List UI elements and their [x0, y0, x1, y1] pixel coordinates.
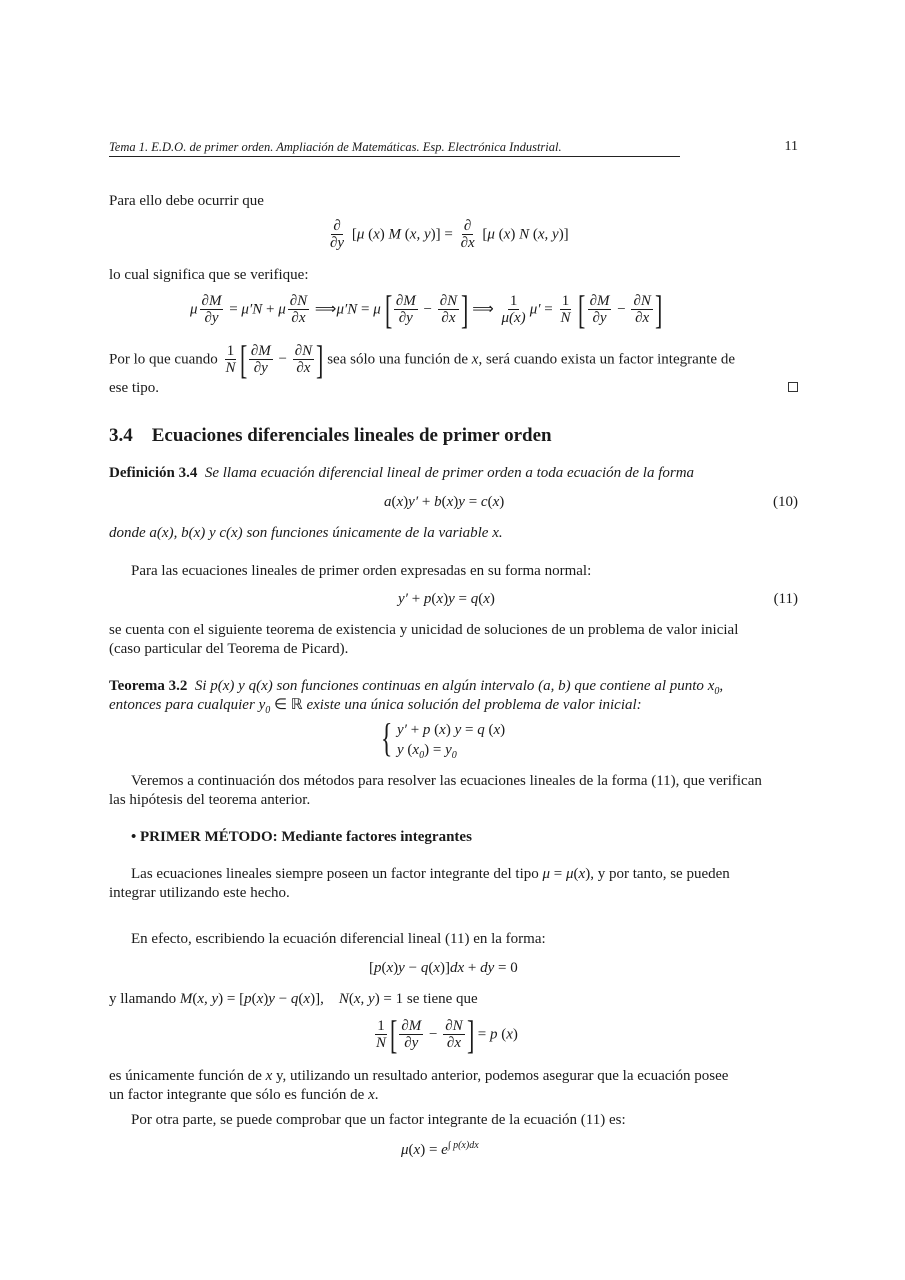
section-number: 3.4 [109, 425, 133, 446]
theorem-text-b: y [238, 678, 245, 694]
calling-text-start: y llamando [109, 991, 177, 1007]
equation-differential-form: [p(x)y − q(x)]dx + dy = 0 [369, 960, 518, 976]
theorem-line2-start: entonces para cualquier [109, 697, 255, 713]
paragraph-conclusion-line2: ese tipo. [109, 380, 159, 396]
paragraph-only-x-line2: un factor integrante que sólo es función de x. [109, 1087, 379, 1103]
paragraph-existence-line2: (caso particular del Teorema de Picard). [109, 641, 349, 657]
linear-factor-text-start: Las ecuaciones lineales siempre poseen un factor integrante del tipo [131, 866, 539, 882]
equation-mu-exponential: $\mu(x) = e^{\int p(x)dx}$ [401, 1140, 479, 1158]
paragraph-only-x-line1: es únicamente función de x y, utilizando un resultado anterior, podemos asegurar que la ecuación posee [109, 1068, 729, 1084]
paragraph-methods-line2: las hipótesis del teorema anterior. [109, 792, 311, 808]
paragraph-linear-factor-line1: Las ecuaciones lineales siempre poseen un factor integrante del tipo μ = μ(x), y por tanto, se pueden [131, 866, 730, 882]
method-heading [131, 828, 472, 847]
linear-factor-text-end: , y por tanto, se pueden [590, 866, 730, 882]
qed-square-icon [788, 382, 798, 392]
equation-11: y′ + p(x)y = q(x) [398, 591, 495, 607]
equation-exactness-condition: $\frac{\partial}{\partial y}$ [μ (x) M (x, y)] = $\frac{\partial}{\partial x}$ [μ (x) N (x, y)] [330, 218, 569, 251]
only-x-line2-text: un factor integrante que sólo es función de [109, 1087, 365, 1103]
section-heading [109, 425, 552, 447]
theorem-line2-end: existe una única solución del problema de valor inicial: [306, 697, 642, 713]
bullet-icon: • [131, 829, 137, 845]
calling-text-end: se tiene que [406, 991, 478, 1007]
paragraph-meaning: lo cual significa que se verifique: [109, 267, 309, 283]
conclusion-text-start: Por lo que cuando [109, 351, 218, 368]
paragraph-normal-form: Para las ecuaciones lineales de primer orden expresadas en su forma normal: [131, 563, 592, 579]
theorem-label: Teorema 3.2 [109, 678, 188, 694]
definition-continuation: donde a(x), b(x) y c(x) son funciones únicamente de la variable x. [109, 525, 503, 541]
paragraph-existence-line1: se cuenta con el siguiente teorema de existencia y unicidad de soluciones de un problema de valor inicial [109, 622, 739, 638]
conclusion-text-mid: sea sólo una función de [327, 351, 469, 368]
equation-10-tag: (10) [773, 494, 798, 510]
equation-10: a(x)y′ + b(x)y = c(x) [384, 494, 505, 510]
theorem-text-a: Si [194, 678, 207, 694]
paragraph-intro: Para ello debe ocurrir que [109, 193, 264, 209]
paragraph-calling: y llamando M(x, y) = [p(x)y − q(x)], N(x, y) = 1 se tiene que [109, 991, 478, 1007]
header-rule [109, 156, 680, 157]
theorem-text-d: que contiene al punto [574, 678, 704, 694]
only-x-text-start: es únicamente función de [109, 1068, 262, 1084]
paragraph-conclusion: Por lo que cuando $\frac{1}{N}$ [ $\frac{\partial M}{\partial y}$ − $\frac{\partial N}{\partial x}$ ] sea sólo una función de x, será cuando exista un factor integrante de [109, 337, 735, 382]
definition-continuation-start: donde [109, 525, 146, 541]
section-title: Ecuaciones diferenciales lineales de primer orden [151, 425, 552, 446]
conclusion-text-end: , será cuando exista un factor integrante de [478, 351, 735, 368]
paragraph-methods-line1: Veremos a continuación dos métodos para resolver las ecuaciones lineales de la forma (11), que verifican [131, 773, 762, 789]
page-number: 11 [784, 139, 798, 154]
theorem-3-2-line2: entonces para cualquier $y_0$ ∈ ℝ existe una única solución del problema de valor inicial: [109, 697, 642, 716]
theorem-3-2-line1: Teorema 3.2 Si p(x) y q(x) son funciones continuas en algún intervalo (a, b) que contiene al punto $x_0$, [109, 678, 724, 697]
definition-3-4 [109, 464, 694, 483]
equation-p-of-x: $\frac{1}{N}$ [ $\frac{\partial M}{\partial y}$ − $\frac{\partial N}{\partial x}$ ] = p (x) [376, 1012, 518, 1057]
paragraph-in-effect: En efecto, escribiendo la ecuación diferencial lineal (11) en la forma: [131, 931, 546, 947]
equation-11-tag: (11) [773, 591, 798, 607]
definition-continuation-end: son funciones únicamente de la variable [246, 525, 489, 541]
equation-integrating-factor-derivation: μ $\frac{\partial M}{\partial y}$ = μ′N + μ $\frac{\partial N}{\partial x}$ ⟹μ′N = μ [ $\frac{\partial M}{\partial y}$ − $\frac{\partial N}{\partial x}$ ] ⟹ $\frac{1}{\mu(x)}$ μ′ = $\frac{1}{N}$ [ $\frac{\partial M}{\partial y}$ − $\frac{\partial N}{\partial x}$ ] [190, 287, 663, 332]
equation-initial-value-problem: { y′ + p (x) y = q (x) y $(x_0) = y_0$ [380, 715, 506, 761]
definition-text: Se llama ecuación diferencial lineal de primer orden a toda ecuación de la forma [204, 465, 695, 481]
method-title: PRIMER MÉTODO: Mediante factores integrantes [140, 829, 472, 845]
definition-label: Definición 3.4 [109, 465, 198, 481]
only-x-text-end: y, utilizando un resultado anterior, podemos asegurar que la ecuación posee [276, 1068, 729, 1084]
running-header: Tema 1. E.D.O. de primer orden. Ampliación de Matemáticas. Esp. Electrónica Industrial. [109, 140, 562, 154]
system-brace: { [380, 715, 393, 760]
theorem-text-c: son funciones continuas en algún intervalo [276, 678, 535, 694]
paragraph-linear-factor-line2: integrar utilizando este hecho. [109, 885, 290, 901]
paragraph-other-hand: Por otra parte, se puede comprobar que un factor integrante de la ecuación (11) es: [131, 1112, 626, 1128]
